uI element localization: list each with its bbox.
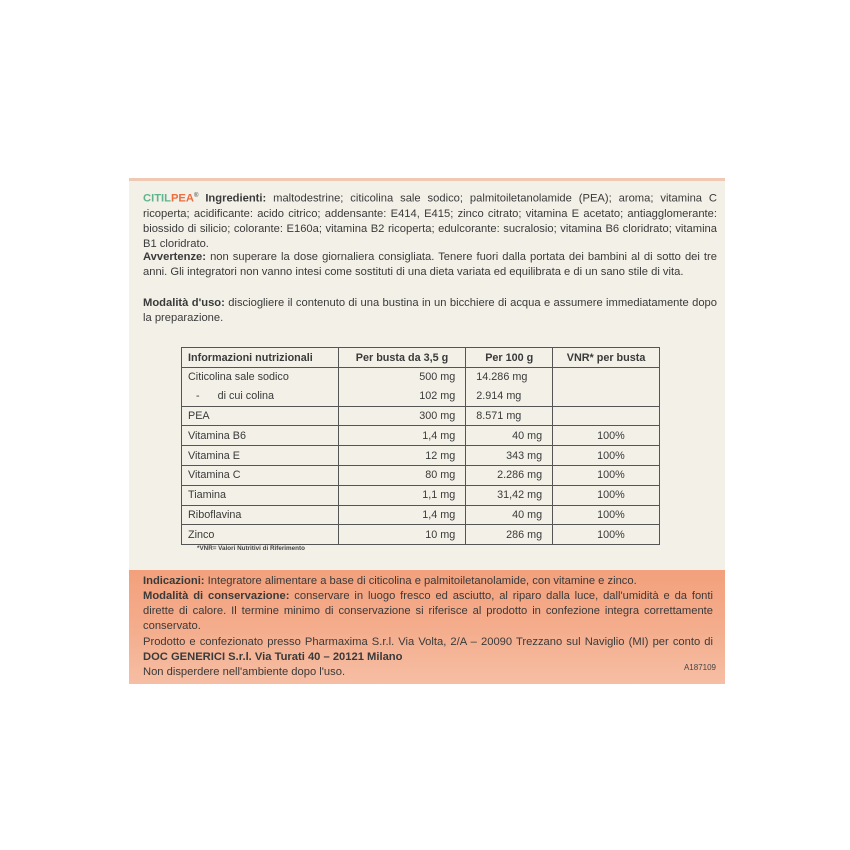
table-row (182, 525, 660, 545)
row-vnr: 100% (553, 505, 660, 525)
row-name: Vitamina C (182, 465, 339, 485)
avvertenze-paragraph (143, 250, 717, 280)
row-name: Zinco (182, 525, 339, 545)
table-row (182, 368, 660, 387)
row-busta: 300 mg (338, 406, 466, 426)
row-busta: 1,4 mg (338, 505, 466, 525)
row-per100: 40 mg (466, 426, 553, 446)
label-upper-panel (129, 181, 725, 570)
row-vnr (553, 368, 660, 387)
produttore-bold: DOC GENERICI S.r.l. Via Turati 40 – 20121 Milano (143, 651, 403, 663)
row-per100: 2.914 mg (466, 387, 553, 406)
row-busta: 1,1 mg (338, 485, 466, 505)
brand-citil: CITIL (143, 192, 171, 205)
row-busta: 1,4 mg (338, 426, 466, 446)
modalita-uso-paragraph (143, 296, 717, 326)
row-per100: 343 mg (466, 446, 553, 466)
row-per100: 14.286 mg (466, 368, 553, 387)
row-name: Riboflavina (182, 505, 339, 525)
ingredienti-paragraph (143, 189, 717, 253)
row-vnr: 100% (553, 465, 660, 485)
nutrition-table (181, 347, 660, 545)
row-busta: 80 mg (338, 465, 466, 485)
table-header: Per busta da 3,5 g (338, 348, 466, 368)
row-per100: 286 mg (466, 525, 553, 545)
row-name: - di cui colina (182, 387, 339, 406)
vnr-footnote: *VNR= Valori Nutritivi di Riferimento (197, 545, 305, 552)
indicazioni-label: Indicazioni: (143, 575, 205, 587)
row-vnr (553, 387, 660, 406)
package-label (129, 178, 725, 684)
row-name: PEA (182, 406, 339, 426)
modalita-uso-text: disciogliere il contenuto di una bustina in un bicchiere di acqua e assumere immediatamente dopo la preparazione. (143, 297, 717, 325)
avvertenze-text: non superare la dose giornaliera consigliata. Tenere fuori dalla portata dei bambini al di sotto dei tre anni. Gli integratori non vanno intesi come sostituti di una dieta variata ed equilibrata e di un sano stile di vita. (143, 251, 717, 279)
table-row (182, 426, 660, 446)
table-row (182, 387, 660, 406)
conservazione-text: conservare in luogo fresco ed asciutto, al riparo dalla luce, dall'umidità e da fonti dirette di calore. Il termine minimo di conservazione si riferisce al prodotto in confezione integra correttamente conservato. (143, 590, 713, 632)
row-per100: 2.286 mg (466, 465, 553, 485)
row-vnr (553, 406, 660, 426)
table-header: Per 100 g (466, 348, 553, 368)
table-row (182, 406, 660, 426)
ingredienti-text: maltodestrine; citicolina sale sodico; palmitoiletanolamide (PEA); aroma; vitamina C ricoperta; acidificante: acido citrico; addensante: E414, E415; zinco citrato; vitamina E acetato; antiagglomerante: biossido di silicio; colorante: E160a; vitamina B2 ricoperta; edulcorante: sucralosio; vitamina B6 cloridrato; vitamina B1 cloridrato. (143, 192, 717, 251)
row-vnr: 100% (553, 485, 660, 505)
row-per100: 8.571 mg (466, 406, 553, 426)
product-code: A187109 (683, 663, 716, 672)
modalita-uso-label: Modalità d'uso: (143, 297, 225, 309)
row-busta: 12 mg (338, 446, 466, 466)
indicazioni-paragraph (143, 574, 713, 589)
label-lower-panel (129, 570, 725, 684)
ambiente-text: Non disperdere nell'ambiente dopo l'uso. (143, 666, 346, 678)
brand-reg: ® (193, 193, 199, 199)
table-row (182, 465, 660, 485)
row-busta: 10 mg (338, 525, 466, 545)
table-row (182, 485, 660, 505)
indicazioni-text: Integratore alimentare a base di citicolina e palmitoiletanolamide, con vitamine e zinco. (204, 575, 637, 587)
ingredienti-label: Ingredienti: (205, 192, 267, 205)
table-header: Informazioni nutrizionali (182, 348, 339, 368)
row-name: Vitamina E (182, 446, 339, 466)
table-header: VNR* per busta (553, 348, 660, 368)
row-vnr: 100% (553, 426, 660, 446)
row-name: Citicolina sale sodico (182, 368, 339, 387)
conservazione-label: Modalità di conservazione: (143, 590, 290, 602)
conservazione-paragraph (143, 589, 713, 634)
row-per100: 31,42 mg (466, 485, 553, 505)
row-busta: 500 mg (338, 368, 466, 387)
avvertenze-label: Avvertenze: (143, 251, 207, 263)
row-vnr: 100% (553, 525, 660, 545)
row-name: Vitamina B6 (182, 426, 339, 446)
table-row (182, 446, 660, 466)
table-row (182, 505, 660, 525)
table-header-row (182, 348, 660, 368)
row-name: Tiamina (182, 485, 339, 505)
produttore-text: Prodotto e confezionato presso Pharmaxima S.r.l. Via Volta, 2/A – 20090 Trezzano sul Naviglio (MI) per conto di (143, 636, 713, 648)
row-vnr: 100% (553, 446, 660, 466)
produttore-paragraph (143, 635, 713, 665)
row-per100: 40 mg (466, 505, 553, 525)
row-busta: 102 mg (338, 387, 466, 406)
brand-pea: PEA (170, 192, 194, 205)
